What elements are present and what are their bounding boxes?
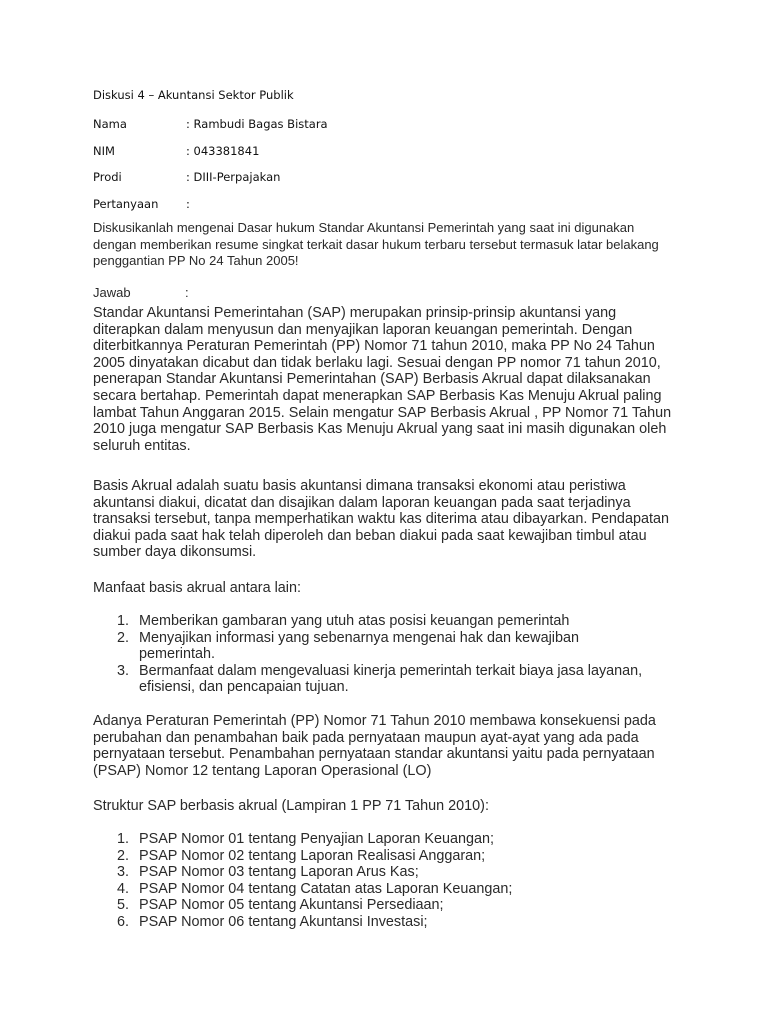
list-item: 1. PSAP Nomor 01 tentang Penyajian Laporan Keuangan; [117,831,494,847]
answer-label: Jawab [93,285,131,300]
list-item: 3. PSAP Nomor 03 tentang Laporan Arus Kas; [117,864,419,881]
prodi-label: Prodi [93,170,122,184]
question-colon: : [186,197,190,211]
list-item: 3. Bermanfaat dalam mengevaluasi kinerja pemerintah terkait biaya jasa layanan, efisiensi, dan pencapaian tujuan. [117,662,643,696]
prodi-row [93,170,281,184]
list-item: 1. Memberikan gambaran yang utuh atas posisi keuangan pemerintah [117,613,570,629]
paragraph-basis-akrual: Basis Akrual adalah suatu basis akuntansi dimana transaksi ekonomi atau peristiwa akuntansi diakui, dicatat dan disajikan dalam laporan keuangan pada saat terjadinya transaksi tersebut, tanpa memperhatikan waktu kas diterima atau dibayarkan. Pendapatan diakui pada saat hak telah diperoleh dan beban diakui pada saat kewajiban timbul atau sumber daya dikonsumsi. [93,478,669,561]
answer-row [93,285,189,300]
question-text: Diskusikanlah mengenai Dasar hukum Standar Akuntansi Pemerintah yang saat ini digunakan dengan memberikan resume singkat terkait dasar hukum terbaru tersebut termasuk latar belakang penggantian PP No 24 Tahun 2005! [93,220,659,268]
prodi-value: : DIII-Perpajakan [186,170,281,184]
paragraph-struktur-heading: Struktur SAP berbasis akrual (Lampiran 1 PP 71 Tahun 2010): [93,798,489,814]
document-title: Diskusi 4 – Akuntansi Sektor Publik [93,88,294,102]
nim-value: : 043381841 [186,144,260,158]
name-value: : Rambudi Bagas Bistara [186,117,328,131]
psap-list [93,831,653,931]
list-item: 6. PSAP Nomor 06 tentang Akuntansi Investasi; [117,913,428,930]
nim-row [93,144,260,158]
nim-label: NIM [93,144,115,158]
answer-colon: : [185,285,189,300]
paragraph-sap: Standar Akuntansi Pemerintahan (SAP) merupakan prinsip-prinsip akuntansi yang diterapkan dalam menyusun dan menyajikan laporan keuangan pemerintah. Dengan diterbitkannya Peraturan Pemerintah (PP) Nomor 71 tahun 2010, maka PP No 24 Tahun 2005 dinyatakan dicabut dan tidak berlaku lagi. Sesuai dengan PP nomor 71 tahun 2010, penerapan Standar Akuntansi Pemerintahan (SAP) Berbasis Akrual dapat dilaksanakan secara bertahap. Pemerintah dapat menerapkan SAP Berbasis Kas Menuju Akrual paling lambat Tahun Anggaran 2015. Selain mengatur SAP Berbasis Akrual , PP Nomor 71 Tahun 2010 juga mengatur SAP Berbasis Kas Menuju Akrual yang saat ini masih digunakan oleh seluruh entitas. [93,305,672,454]
list-item: 5. PSAP Nomor 05 tentang Akuntansi Persediaan; [117,897,444,914]
paragraph-konsekuensi: Adanya Peraturan Pemerintah (PP) Nomor 71 Tahun 2010 membawa konsekuensi pada perubahan dan penambahan baik pada pernyataan maupun ayat-ayat yang ada pada pernyataan tersebut. Penambahan pernyataan standar akuntansi yaitu pada pernyataan (PSAP) Nomor 12 tentang Laporan Operasional (LO) [93,713,656,779]
list-item: 2. Menyajikan informasi yang sebenarnya mengenai hak dan kewajiban pemerintah. [117,629,579,663]
question-label: Pertanyaan [93,197,159,211]
list-item: 4. PSAP Nomor 04 tentang Catatan atas Laporan Keuangan; [117,880,513,897]
question-row [93,197,190,211]
paragraph-manfaat-heading: Manfaat basis akrual antara lain: [93,580,301,596]
name-row [93,117,328,131]
benefits-list [93,613,653,696]
list-item: 2. PSAP Nomor 02 tentang Laporan Realisasi Anggaran; [117,847,486,864]
name-label: Nama [93,117,127,131]
